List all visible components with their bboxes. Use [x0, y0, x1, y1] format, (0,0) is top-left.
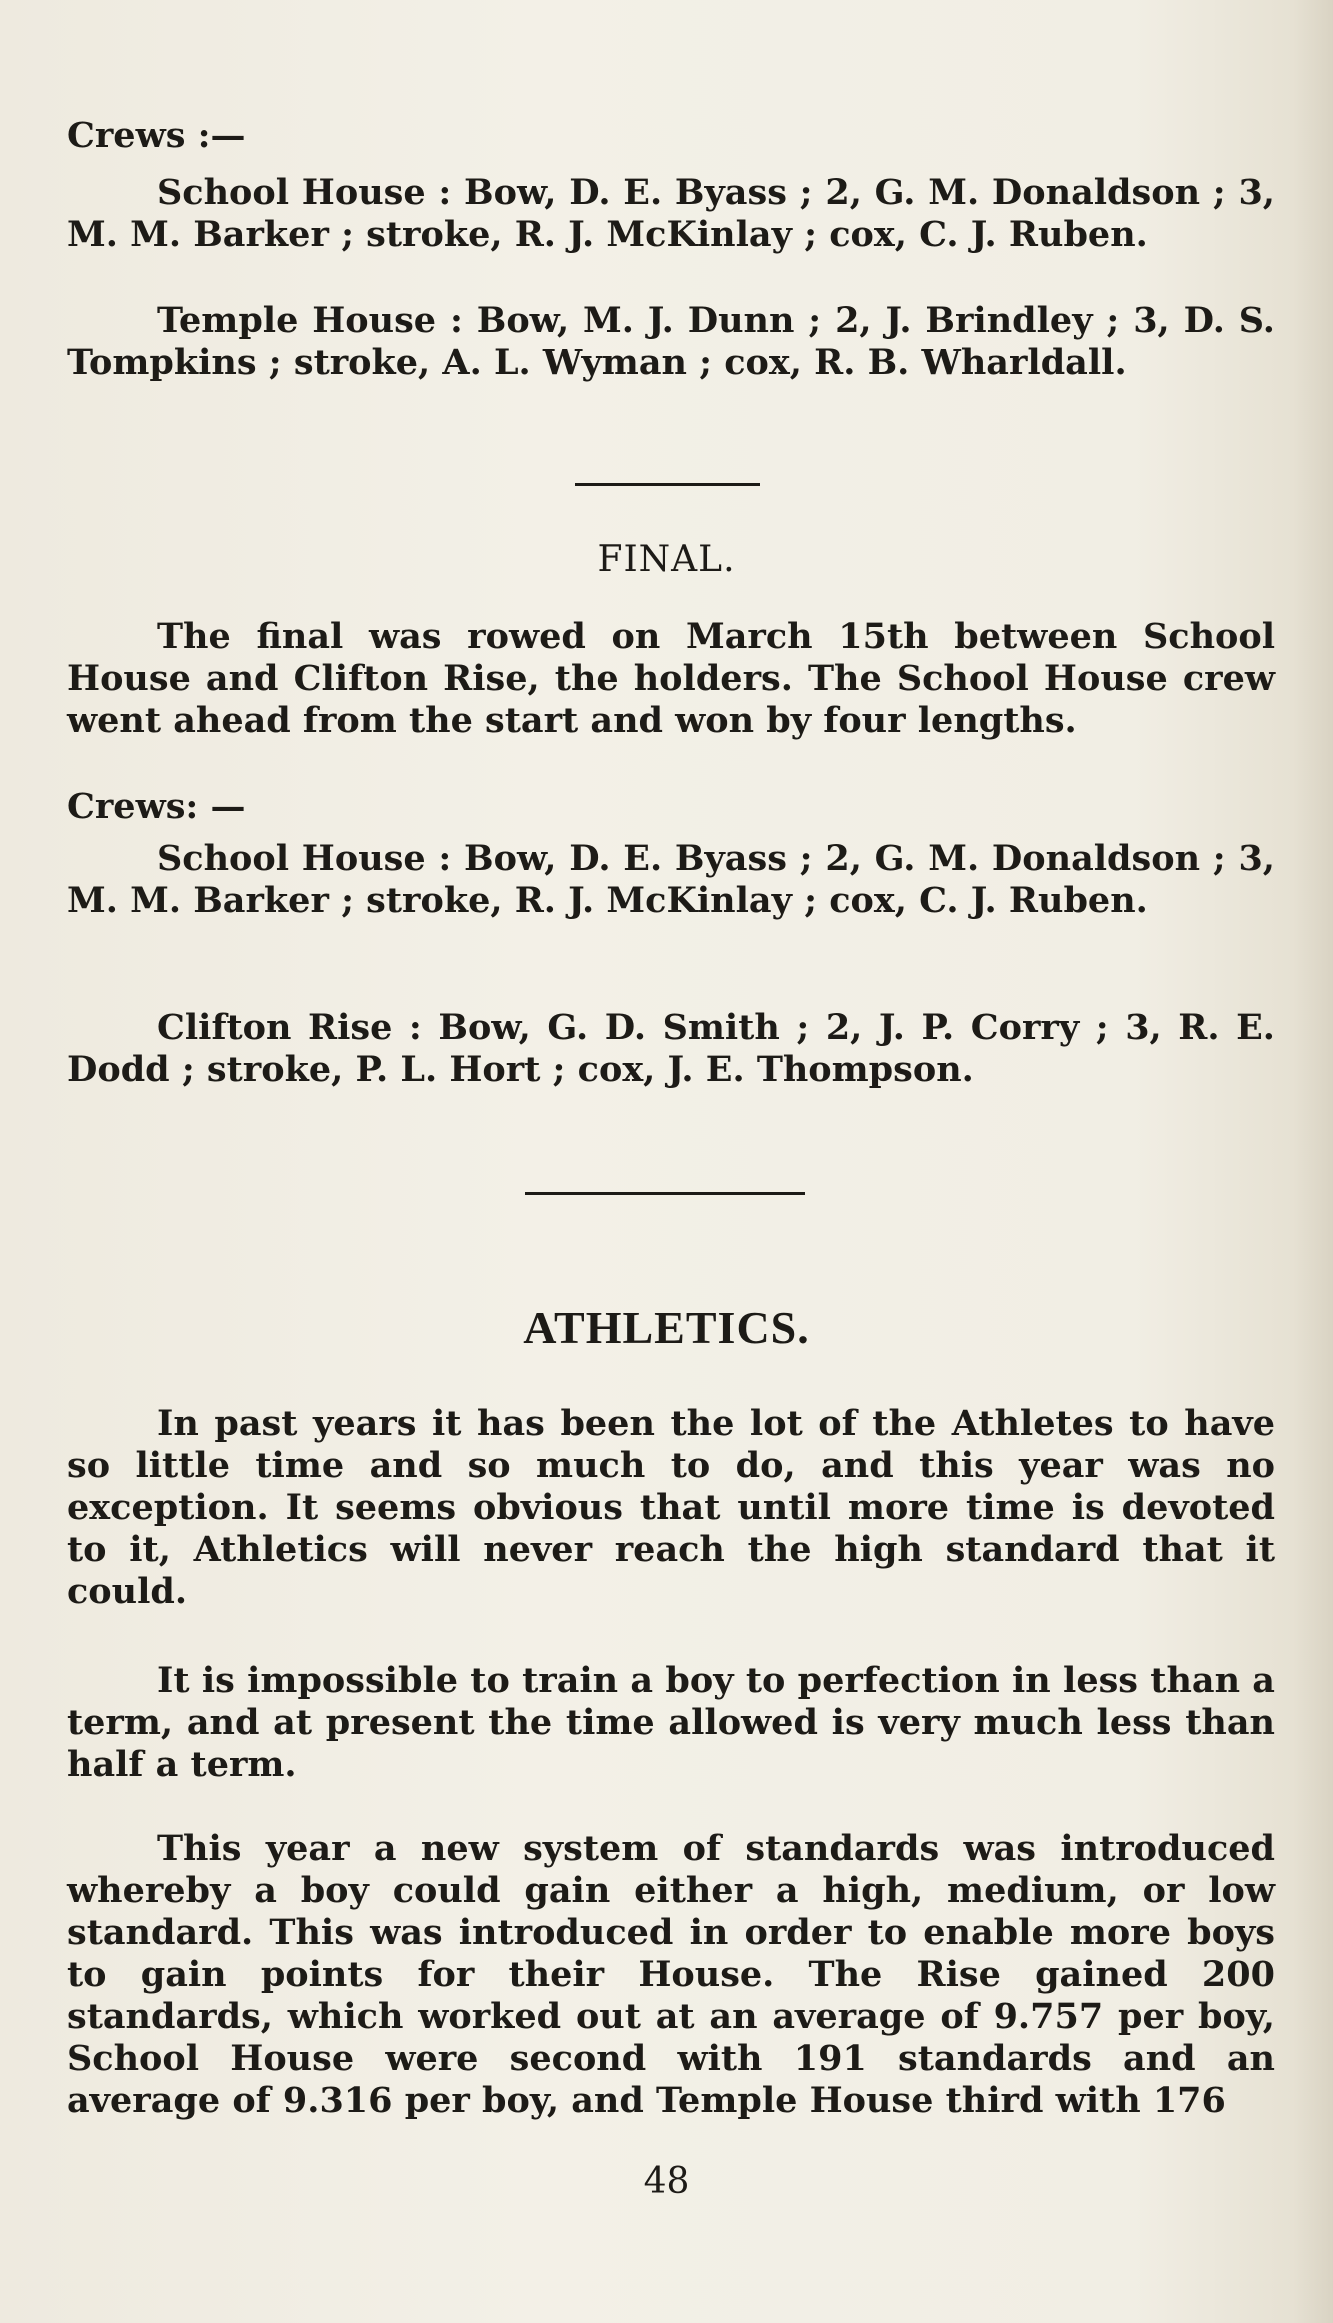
- clifton-rise-crew: Clifton Rise : Bow, G. D. Smith ; 2, J. P. Corry ; 3, R. E. Dodd ; stroke, P. L. Hort ; cox, J. E. Thompson.: [67, 1007, 1275, 1090]
- page-number: 48: [643, 2161, 690, 2202]
- final-heading: FINAL.: [597, 539, 736, 580]
- crews-label-semifinal: Crews :—: [67, 115, 246, 156]
- temple-house-crew: Temple House : Bow, M. J. Dunn ; 2, J. Brindley ; 3, D. S. Tompkins ; stroke, A. L. Wyman ; cox, R. B. Wharldall.: [67, 300, 1275, 383]
- crews-label-final: Crews: —: [67, 786, 246, 827]
- final-paragraph: The final was rowed on March 15th between School House and Clifton Rise, the holders. The School House crew went ahead from the start and won by four lengths.: [67, 616, 1275, 741]
- section-divider: [575, 483, 760, 486]
- section-divider: [525, 1192, 805, 1195]
- school-house-crew-final: School House : Bow, D. E. Byass ; 2, G. M. Donaldson ; 3, M. M. Barker ; stroke, R. J. McKinlay ; cox, C. J. Ruben.: [67, 838, 1275, 921]
- athletics-paragraph-2: It is impossible to train a boy to perfection in less than a term, and at present the time allowed is very much less than half a term.: [67, 1660, 1275, 1785]
- school-house-crew-semifinal: School House : Bow, D. E. Byass ; 2, G. M. Donaldson ; 3, M. M. Barker ; stroke, R. J. McKinlay ; cox, C. J. Ruben.: [67, 172, 1275, 255]
- athletics-heading: ATHLETICS.: [523, 1302, 810, 1353]
- athletics-paragraph-3: This year a new system of standards was introduced whereby a boy could gain either a high, medium, or low standard. This was introduced in order to enable more boys to gain points for their House. The Rise gained 200 standards, which worked out at an average of 9.757 per boy, School House were second with 191 standards and an average of 9.316 per boy, and Temple House third with 176: [67, 1828, 1275, 2121]
- athletics-paragraph-1: In past years it has been the lot of the Athletes to have so little time and so much to do, and this year was no exception. It seems obvious that until more time is devoted to it, Athletics will never reach the high standard that it could.: [67, 1403, 1275, 1612]
